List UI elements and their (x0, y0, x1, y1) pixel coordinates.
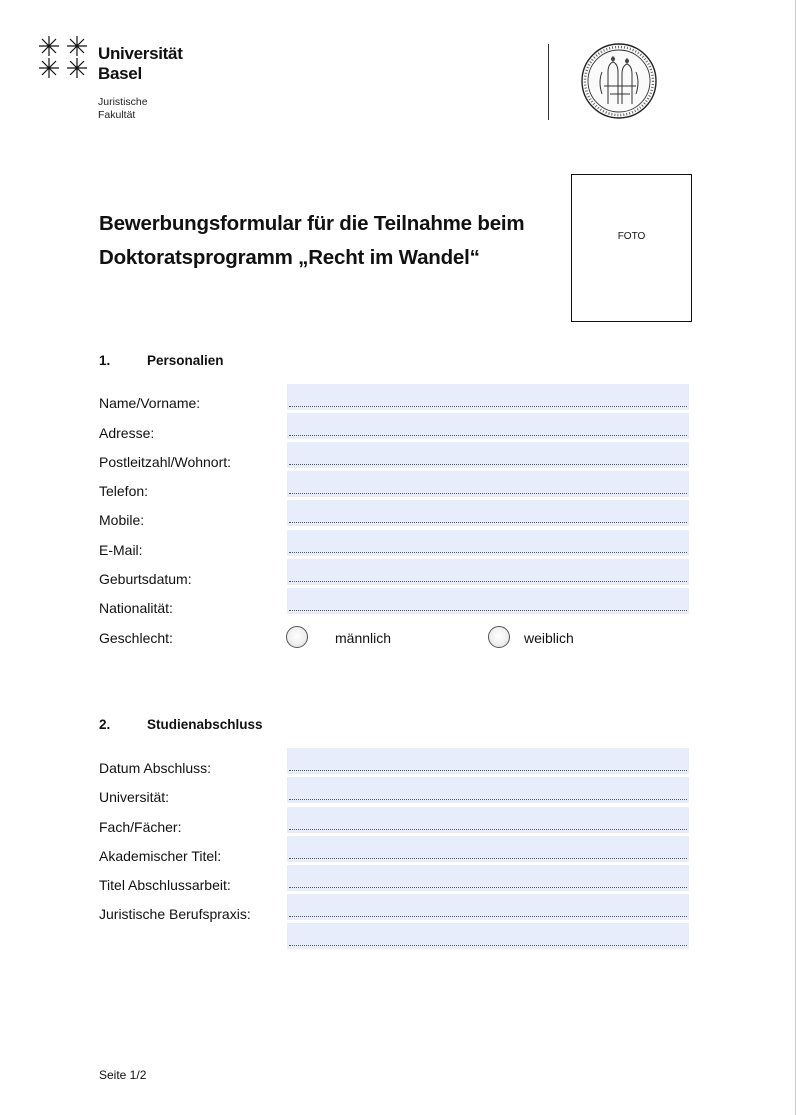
address-field[interactable] (287, 413, 689, 439)
gender-female-radio[interactable] (488, 626, 510, 648)
academic-title-field[interactable] (287, 836, 689, 862)
title-line2: Doktoratsprogramm „Recht im Wandel“ (99, 246, 480, 269)
section-number: 1. (99, 353, 111, 368)
section-studienabschluss-heading (99, 717, 263, 732)
faculty-name (98, 96, 148, 122)
label-thesis-title: Titel Abschlussarbeit: (99, 877, 231, 893)
graduation-date-field[interactable] (287, 748, 689, 774)
photo-placeholder (571, 174, 692, 322)
postal-city-field[interactable] (287, 442, 689, 468)
section-personalien-heading (99, 353, 224, 368)
label-postal-city: Postleitzahl/Wohnort: (99, 454, 232, 470)
label-graduation-date: Datum Abschluss: (99, 760, 212, 776)
label-subjects: Fach/Fächer: (99, 819, 182, 835)
email-field[interactable] (287, 530, 689, 556)
name-field[interactable] (287, 384, 689, 410)
faculty-line1: Juristische (98, 96, 148, 108)
label-gender: Geschlecht: (99, 630, 173, 646)
university-field[interactable] (287, 777, 689, 803)
gender-male-radio[interactable] (286, 626, 308, 648)
legal-practice-field[interactable] (287, 894, 689, 920)
photo-label: FOTO (617, 231, 646, 242)
university-name-line1: Universität (98, 44, 183, 63)
section-title: Personalien (147, 353, 224, 368)
label-birthdate: Geburtsdatum: (99, 571, 192, 587)
birthdate-field[interactable] (287, 559, 689, 585)
label-legal-practice: Juristische Berufspraxis: (99, 906, 251, 922)
phone-field[interactable] (287, 471, 689, 497)
section-title: Studienabschluss (147, 717, 263, 732)
page-number: Seite 1/2 (99, 1068, 147, 1082)
label-nationality: Nationalität: (99, 600, 173, 616)
gender-female-label: weiblich (524, 630, 574, 646)
label-name: Name/Vorname: (99, 395, 201, 411)
section-number: 2. (99, 717, 111, 732)
label-academic-title: Akademischer Titel: (99, 848, 222, 864)
university-name-line2: Basel (98, 64, 142, 83)
faculty-line2: Fakultät (98, 109, 136, 121)
university-seal-icon (580, 42, 658, 120)
legal-practice-field-continued[interactable] (287, 923, 689, 949)
label-mobile: Mobile: (99, 512, 145, 528)
label-address: Adresse: (99, 425, 155, 441)
label-phone: Telefon: (99, 483, 149, 499)
label-email: E-Mail: (99, 542, 143, 558)
label-university: Universität: (99, 789, 170, 805)
nationality-field[interactable] (287, 588, 689, 614)
subjects-field[interactable] (287, 807, 689, 833)
gender-male-label: männlich (335, 630, 392, 646)
university-star-logo-icon (36, 32, 90, 82)
thesis-title-field[interactable] (287, 865, 689, 891)
title-line1: Bewerbungsformular für die Teilnahme beim (99, 212, 525, 235)
page-title (99, 207, 524, 275)
mobile-field[interactable] (287, 500, 689, 526)
header-divider (548, 44, 549, 120)
university-name (98, 44, 183, 84)
